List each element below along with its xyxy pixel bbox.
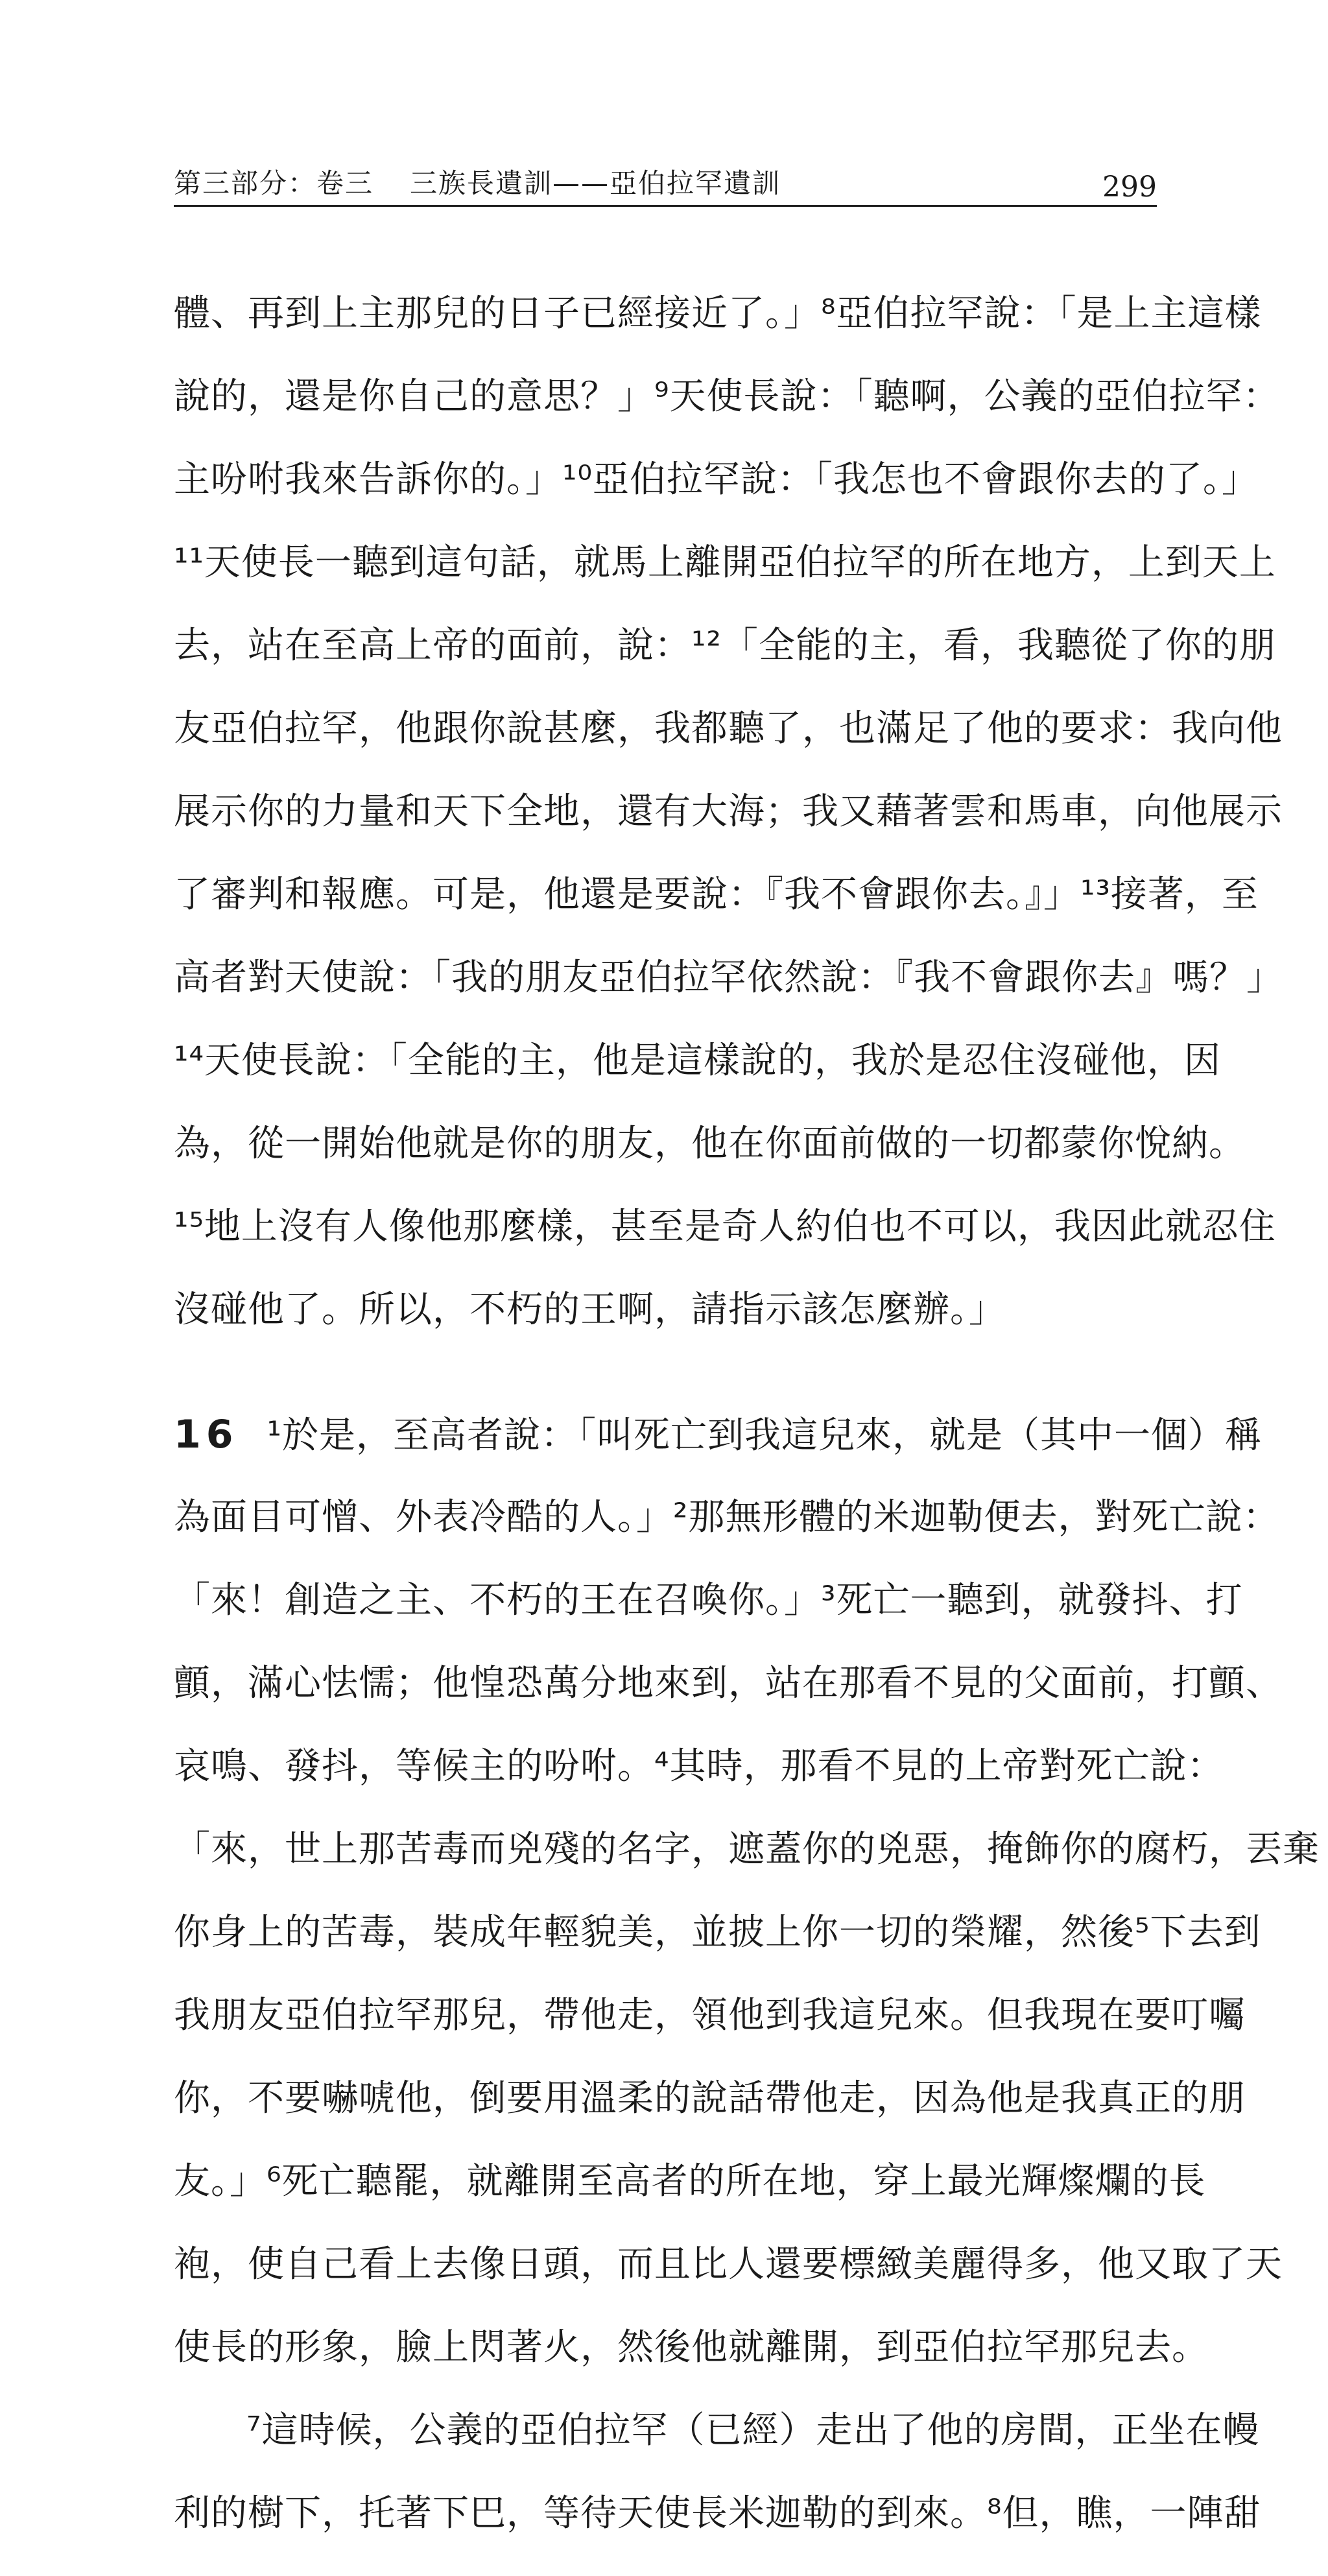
text-line: 高者對天使說：「我的朋友亞伯拉罕依然說：『我不會跟你去』嗎？」 — [174, 957, 1283, 999]
text-line: 顫，滿心怯懦；他惶恐萬分地來到，站在那看不見的父面前，打顫、 — [174, 1662, 1283, 1704]
text-line: 「來，世上那苦毒而兇殘的名字，遮蓋你的兇惡，掩飾你的腐朽，丟棄 — [174, 1828, 1320, 1870]
text-body — [174, 292, 1320, 2576]
text-line: 去，站在至高上帝的面前，說：¹²「全能的主，看，我聽從了你的朋 — [174, 625, 1276, 667]
page-header — [174, 160, 1157, 207]
text-line: ¹¹天使長一聽到這句話，就馬上離開亞伯拉罕的所在地方，上到天上 — [174, 542, 1276, 584]
text-line: 使長的形象，臉上閃著火，然後他就離開，到亞伯拉罕那兒去。 — [174, 2326, 1209, 2368]
text-line: 袍，使自己看上去像日頭，而且比人還要標緻美麗得多，他又取了天 — [174, 2243, 1283, 2285]
text-line: 我朋友亞伯拉罕那兒，帶他走，領他到我這兒來。但我現在要叮囑 — [174, 1994, 1246, 2036]
chapter-gap — [174, 1372, 1159, 1414]
text-line: 利的樹下，托著下巴，等待天使長米迦勒的到來。⁸但，瞧，一陣甜 — [174, 2492, 1261, 2534]
text-line: 哀鳴、發抖，等候主的吩咐。⁴其時，那看不見的上帝對死亡說： — [174, 1745, 1224, 1787]
text-line: ¹於是，至高者說：「叫死亡到我這兒來，就是（其中一個）稱 — [267, 1414, 1262, 1457]
text-line: 你身上的苦毒，裝成年輕貌美，並披上你一切的榮耀，然後⁵下去到 — [174, 1911, 1261, 1953]
page-number: 299 — [1102, 171, 1157, 204]
section-title: 三族長遺訓——亞伯拉罕遺訓 — [410, 167, 781, 199]
text-line: 友亞伯拉罕，他跟你說甚麼，我都聽了，也滿足了他的要求：我向他 — [174, 708, 1283, 750]
text-line: ¹⁴天使長說：「全能的主，他是這樣說的，我於是忍住沒碰他，因 — [174, 1040, 1221, 1082]
text-line: 友。」⁶死亡聽罷，就離開至高者的所在地，穿上最光輝燦爛的長 — [174, 2160, 1206, 2202]
running-title — [174, 162, 781, 201]
text-line: 說的，還是你自己的意思？」⁹天使長說：「聽啊，公義的亞伯拉罕： — [174, 376, 1280, 418]
text-line: 你，不要嚇唬他，倒要用溫柔的說話帶他走，因為他是我真正的朋 — [174, 2077, 1246, 2119]
text-line: ⁷這時候，公義的亞伯拉罕（已經）走出了他的房間，正坐在幔 — [246, 2409, 1260, 2451]
text-line: 主吩咐我來告訴你的。」¹⁰亞伯拉罕說：「我怎也不會跟你去的了。」 — [174, 459, 1259, 501]
chapter-number: 16 — [174, 1412, 239, 1457]
text-line: 為面目可憎、外表冷酷的人。」²那無形體的米迦勒便去，對死亡說： — [174, 1496, 1280, 1538]
text-line: 沒碰他了。所以，不朽的王啊，請指示該怎麼辦。」 — [174, 1289, 1006, 1331]
text-line: 展示你的力量和天下全地，還有大海；我又藉著雲和馬車，向他展示 — [174, 791, 1283, 833]
text-line: 了審判和報應。可是，他還是要說：『我不會跟你去。』」¹³接著，至 — [174, 874, 1259, 916]
text-line: 為，從一開始他就是你的朋友，他在你面前做的一切都蒙你悅納。 — [174, 1123, 1246, 1165]
text-line: ¹⁵地上沒有人像他那麼樣，甚至是奇人約伯也不可以，我因此就忍住 — [174, 1206, 1276, 1248]
text-line: 體、再到上主那兒的日子已經接近了。」⁸亞伯拉罕說：「是上主這樣 — [174, 292, 1262, 335]
text-line: 「來！創造之主、不朽的王在召喚你。」³死亡一聽到，就發抖、打 — [174, 1579, 1243, 1621]
chapter-first-line — [174, 1412, 1262, 1497]
part-label: 第三部分：卷三 — [174, 167, 374, 199]
